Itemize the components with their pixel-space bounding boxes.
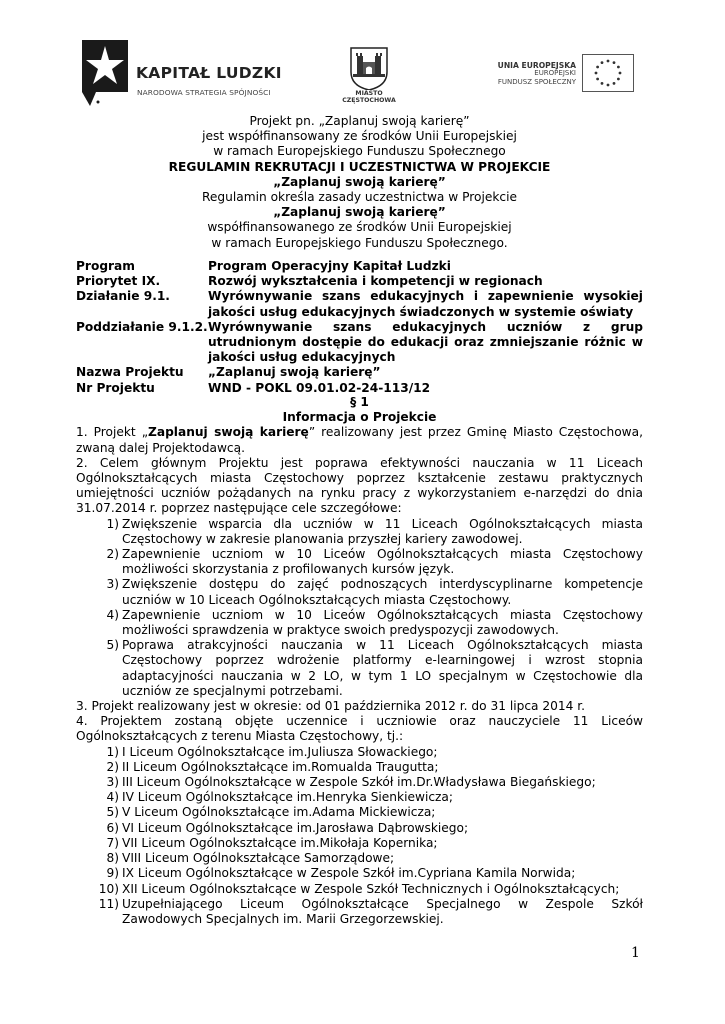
list-number: 5) [106, 638, 119, 653]
paragraph-1-start: 1. Projekt „ [76, 425, 149, 440]
project-name-inline: Zaplanuj swoją karierę [148, 425, 309, 440]
meta-key: Poddziałanie 9.1.2. [76, 319, 208, 334]
meta-key: Priorytet IX. [76, 274, 161, 289]
city-logo [343, 44, 395, 108]
list-number: 11) [98, 896, 119, 911]
goals-list [76, 517, 643, 699]
list-number: 7) [106, 835, 119, 850]
paragraph-4: 4. Projektem zostaną objęte uczennice i uczniowie oraz nauczyciele 11 Liceów Ogólnokształcących z terenu Miasta Częstochowy, tj.: [76, 714, 643, 744]
meta-row [76, 274, 643, 289]
list-item [76, 517, 643, 547]
list-item [76, 866, 643, 881]
header-line: Regulamin określa zasady uczestnictwa w Projekcie [202, 190, 517, 205]
meta-value: Program Operacyjny Kapitał Ludzki [208, 259, 451, 273]
kapital-ludzki-title: KAPITAŁ LUDZKI [136, 64, 282, 82]
list-item [76, 882, 643, 897]
list-number: 1) [106, 744, 119, 759]
kapital-ludzki-subtitle: NARODOWA STRATEGIA SPÓJNOŚCI [137, 88, 271, 97]
eu-fund-text [498, 69, 576, 86]
meta-value: „Zaplanuj swoją karierę” [208, 365, 381, 380]
section-number: § 1 [350, 395, 369, 409]
meta-row [76, 289, 643, 319]
list-number: 1) [106, 516, 119, 531]
list-text: III Liceum Ogólnokształcące w Zespole Szkół im.Dr.Władysława Biegańskiego; [122, 775, 596, 790]
list-text: I Liceum Ogólnokształcące im.Juliusza Słowackiego; [122, 744, 438, 759]
header-line: w ramach Europejskiego Funduszu Społecznego. [211, 235, 508, 250]
kapital-ludzki-logo [78, 40, 288, 106]
eu-flag-icon [582, 54, 634, 92]
list-number: 4) [106, 607, 119, 622]
header-line: jest współfinansowany ze środków Unii Europejskiej [202, 129, 517, 144]
meta-key: Program [76, 259, 135, 273]
meta-row [76, 365, 643, 380]
list-item [76, 760, 643, 775]
list-item [76, 897, 643, 927]
list-item [76, 745, 643, 760]
list-number: 4) [106, 790, 119, 805]
white-star-logo-icon [78, 40, 134, 106]
meta-row [76, 381, 643, 396]
list-text: Zapewnienie uczniom w 10 Liceów Ogólnokształcących miasta Częstochowy możliwości sprawdzenia w praktyce swoich predyspozycji zawodowych. [122, 607, 643, 638]
header-line: współfinansowanego ze środków Unii Europejskiej [207, 220, 512, 235]
list-text: II Liceum Ogólnokształcące im.Romualda Traugutta; [122, 759, 439, 774]
list-number: 5) [106, 805, 119, 820]
list-number: 8) [106, 851, 119, 866]
list-number: 9) [106, 866, 119, 881]
paragraph-2: 2. Celem głównym Projektu jest poprawa efektywności nauczania w 11 Liceach Ogólnokształcących miasta Częstochowy poprzez kształcenie zestawu praktycznych umiejętności uczniów pożądanych na rynku pracy z wykorzystaniem e-narzędzi do dnia 31.07.2014 r. poprzez następujące cele szczegółowe: [76, 455, 643, 516]
meta-row [76, 259, 643, 274]
meta-value: WND - POKL 09.01.02-24-113/12 [208, 380, 431, 395]
eu-logo [478, 54, 634, 94]
list-number: 2) [106, 759, 119, 774]
project-name: „Zaplanuj swoją karierę” [273, 174, 446, 189]
list-item [76, 790, 643, 805]
list-text: VI Liceum Ogólnokształcące im.Jarosława Dąbrowskiego; [122, 820, 469, 835]
document-header [76, 114, 643, 251]
czestochowa-coat-of-arms-icon [343, 44, 395, 90]
meta-value: Wyrównywanie szans edukacyjnych i zapewnienie wysokiej jakości usług edukacyjnych świadczonych w systemie oświaty [208, 289, 643, 319]
header-line: w ramach Europejskiego Funduszu Społecznego [213, 144, 506, 159]
list-item [76, 547, 643, 577]
list-item [76, 851, 643, 866]
meta-row [76, 320, 643, 366]
document-title: REGULAMIN REKRUTACJI I UCZESTNICTWA W PROJEKCIE [168, 159, 551, 174]
page-number: 1 [631, 945, 640, 961]
list-item [76, 836, 643, 851]
meta-key: Działanie 9.1. [76, 289, 170, 304]
city-name: MIASTO CZĘSTOCHOWA [342, 90, 396, 104]
list-number: 6) [106, 820, 119, 835]
list-text: V Liceum Ogólnokształcące im.Adama Mickiewicza; [122, 805, 436, 820]
project-name: „Zaplanuj swoją karierę” [273, 205, 446, 220]
list-item [76, 805, 643, 820]
list-text: Zapewnienie uczniom w 10 Liceów Ogólnokształcących miasta Częstochowy możliwości skorzystania z profilowanych kursów język. [122, 547, 643, 577]
list-text: IX Liceum Ogólnokształcące w Zespole Szkół im.Cypriana Kamila Norwida; [122, 866, 576, 881]
list-text: XII Liceum Ogólnokształcące w Zespole Szkół Technicznych i Ogólnokształcących; [122, 881, 620, 896]
section-1 [76, 395, 643, 927]
list-item [76, 638, 643, 699]
eu-line2: EUROPEJSKI [534, 69, 576, 77]
schools-list [76, 745, 643, 927]
list-text: Uzupełniającego Liceum Ogólnokształcące Specjalnego w Zespole Szkół Zawodowych Specjalnych im. Marii Grzegorzewskiej. [122, 896, 643, 926]
meta-value: Rozwój wykształcenia i kompetencji w regionach [208, 274, 543, 289]
list-text: VII Liceum Ogólnokształcące im.Mikołaja Kopernika; [122, 835, 438, 850]
eu-title: UNIA EUROPEJSKA [497, 61, 576, 70]
list-number: 3) [106, 775, 119, 790]
logo-bar [0, 0, 725, 112]
header-line: Projekt pn. „Zaplanuj swoją karierę” [249, 114, 470, 128]
list-text: IV Liceum Ogólnokształcące im.Henryka Sienkiewicza; [122, 790, 454, 805]
list-number: 3) [106, 577, 119, 592]
list-number: 2) [106, 547, 119, 562]
list-number: 10) [98, 881, 119, 896]
project-metadata [76, 259, 643, 396]
list-text: Zwiększenie wsparcia dla uczniów w 11 Liceach Ogólnokształcących miasta Częstochowy w zakresie planowania przyszłej kariery zawodowej. [122, 516, 643, 546]
meta-key: Nr Projektu [76, 380, 155, 395]
list-text: VIII Liceum Ogólnokształcące Samorządowe; [122, 851, 395, 866]
section-title: Informacja o Projekcie [282, 410, 437, 425]
list-item [76, 577, 643, 607]
eu-line3: FUNDUSZ SPOŁECZNY [497, 77, 576, 86]
paragraph-1-end: ” realizowany jest przez Gminę Miasto Częstochowa, zwaną dalej Projektodawcą. [76, 425, 643, 455]
paragraph-3: 3. Projekt realizowany jest w okresie: od 01 października 2012 r. do 31 lipca 2014 r. [76, 699, 586, 714]
list-text: Poprawa atrakcyjności nauczania w 11 Liceach Ogólnokształcących miasta Częstochowy poprzez wdrożenie platformy e-learningowej i wzrost stopnia adaptacyjności nauczania w 2 LO, w tym 1 LO specjalnym w Częstochowie dla uczniów ze specjalnymi potrzebami. [122, 638, 643, 698]
list-item [76, 608, 643, 638]
meta-value: Wyrównywanie szans edukacyjnych uczniów z grup utrudnionym dostępie do edukacji oraz zmniejszanie różnic w jakości usług edukacyjnych [208, 319, 643, 365]
paragraph-1 [76, 425, 643, 455]
list-text: Zwiększenie dostępu do zajęć podnoszących interdyscyplinarne kompetencje uczniów w 10 Liceach Ogólnokształcących miasta Częstochowy. [122, 577, 643, 607]
list-item [76, 821, 643, 836]
list-item [76, 775, 643, 790]
meta-key: Nazwa Projektu [76, 365, 184, 380]
